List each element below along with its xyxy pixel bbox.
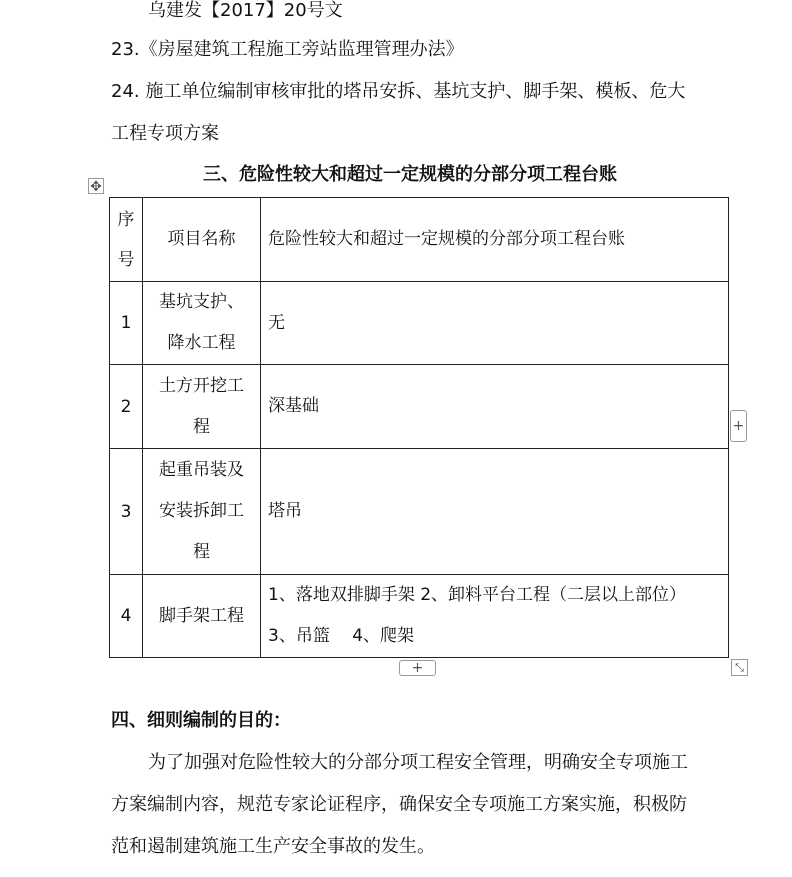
purpose-paragraph-line2: 方案编制内容，规范专家论证程序，确保安全专项施工方案实施，积极防 <box>111 794 687 815</box>
row-name-line: 程 <box>193 542 210 562</box>
table-move-icon[interactable]: ✥ <box>88 178 104 194</box>
row-seq-value: 4 <box>120 606 132 626</box>
list-item-24-line2: 工程专项方案 <box>111 123 219 144</box>
section4-heading: 四、细则编制的目的： <box>111 710 291 731</box>
header-seq-char2: 号 <box>117 249 135 270</box>
row-desc-line: 深基础 <box>268 396 319 416</box>
row-desc-line: 1、落地双排脚手架 2、卸料平台工程（二层以上部位） <box>268 585 687 605</box>
table-caption: 三、危险性较大和超过一定规模的分部分项工程台账 <box>203 164 617 185</box>
row-seq[interactable] <box>110 365 143 449</box>
table-row <box>110 365 729 449</box>
row-name-line: 安装拆卸工 <box>159 501 244 521</box>
header-seq[interactable] <box>110 198 143 282</box>
row-seq-value: 3 <box>120 501 132 522</box>
table-header-row <box>110 198 729 282</box>
list-item-24-line1: 24. 施工单位编制审核审批的塔吊安拆、基坑支护、脚手架、模板、危大 <box>111 81 686 102</box>
row-desc[interactable] <box>261 282 729 365</box>
row-name[interactable] <box>143 449 261 575</box>
reference-line: 乌建发【2017】20号文 <box>148 0 343 21</box>
row-seq[interactable] <box>110 575 143 658</box>
row-seq[interactable] <box>110 449 143 575</box>
row-seq[interactable] <box>110 282 143 365</box>
row-name-line: 程 <box>193 416 210 437</box>
row-seq-value: 2 <box>120 396 132 417</box>
row-name-line: 基坑支护、 <box>159 292 244 312</box>
row-seq-value: 1 <box>120 313 132 333</box>
row-desc-line: 无 <box>268 312 285 333</box>
row-name-line: 脚手架工程 <box>159 605 244 626</box>
table-resize-icon[interactable]: ⤡ <box>731 659 748 676</box>
row-desc[interactable] <box>261 365 729 449</box>
table-row <box>110 449 729 575</box>
row-name[interactable] <box>143 575 261 658</box>
row-name[interactable] <box>143 365 261 449</box>
purpose-paragraph-line3: 范和遏制建筑施工生产安全事故的发生。 <box>111 836 435 857</box>
row-desc[interactable] <box>261 575 729 658</box>
list-item-23: 23.《房屋建筑工程施工旁站监理管理办法》 <box>111 39 464 60</box>
row-desc-line: 塔吊 <box>268 501 302 521</box>
hazard-ledger-table <box>109 197 729 658</box>
add-row-button[interactable]: + <box>399 660 436 676</box>
row-desc[interactable] <box>261 449 729 575</box>
row-desc-line: 3、吊篮 4、爬架 <box>268 626 415 646</box>
table-row <box>110 282 729 365</box>
row-name-line: 降水工程 <box>167 333 236 353</box>
table-row <box>110 575 729 658</box>
header-name-label: 项目名称 <box>167 229 236 249</box>
row-name[interactable] <box>143 282 261 365</box>
header-desc-label: 危险性较大和超过一定规模的分部分项工程台账 <box>268 229 625 249</box>
row-name-line: 土方开挖工 <box>159 375 244 396</box>
header-seq-char1: 序 <box>117 209 135 230</box>
header-name[interactable] <box>143 198 261 282</box>
header-desc[interactable] <box>261 198 729 282</box>
purpose-paragraph-line1: 为了加强对危险性较大的分部分项工程安全管理，明确安全专项施工 <box>148 752 688 773</box>
add-column-button[interactable]: + <box>730 410 747 442</box>
row-name-line: 起重吊装及 <box>159 460 244 480</box>
